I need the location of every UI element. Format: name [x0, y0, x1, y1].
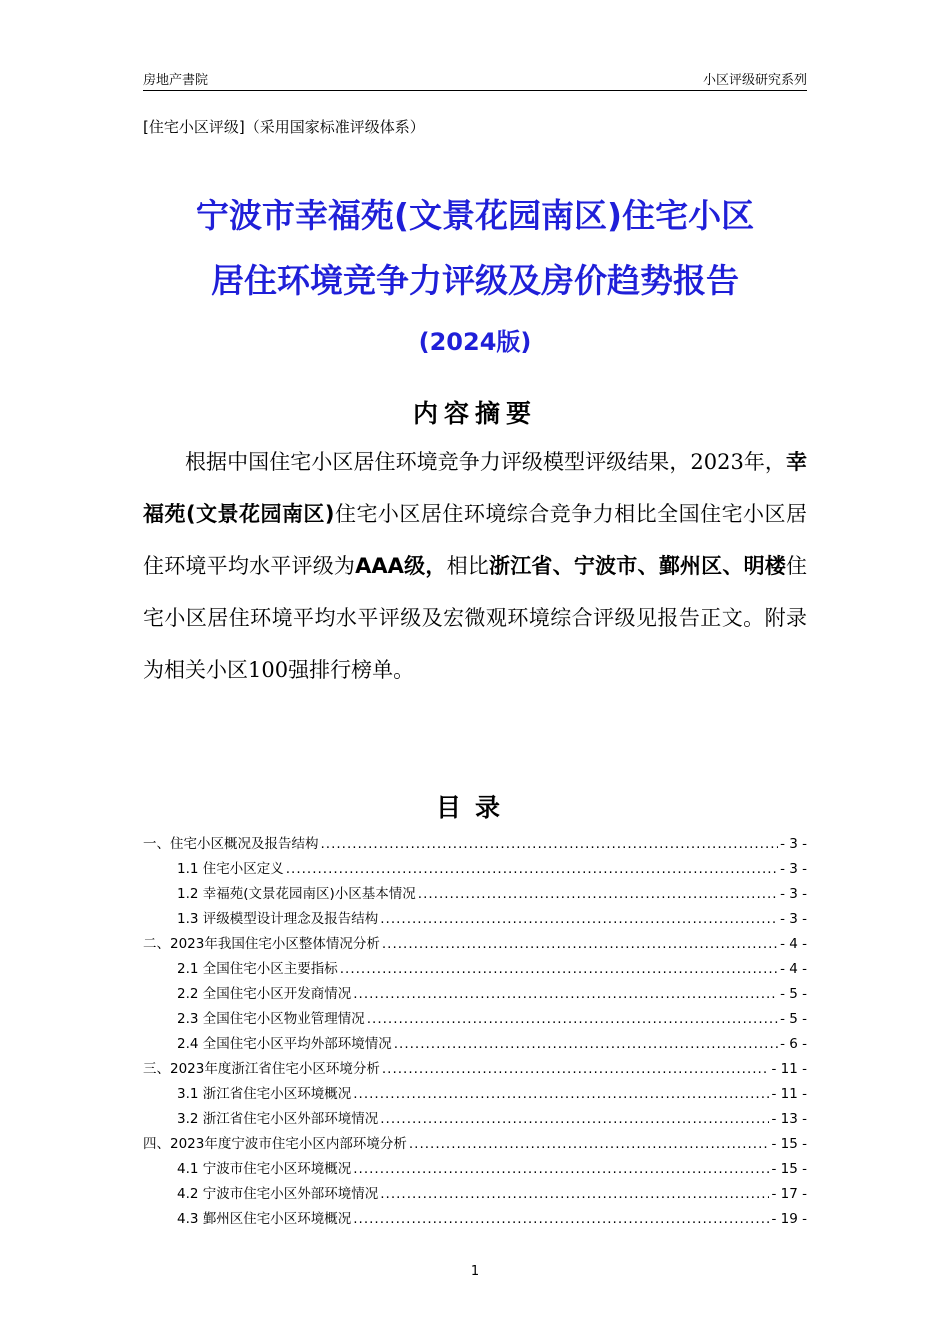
abstract-rating: AAA级， — [355, 554, 447, 578]
toc-entry-page: - 6 - — [780, 1036, 807, 1052]
abstract-text-1: 根据中国住宅小区居住环境竞争力评级模型评级结果，2023年， — [185, 450, 786, 474]
toc-entry-label: 1.3 评级模型设计理念及报告结构 — [177, 911, 379, 927]
toc-entry-label: 4.1 宁波市住宅小区环境概况 — [177, 1161, 352, 1177]
toc-leader-dots — [340, 961, 778, 977]
toc-leader-dots — [321, 836, 779, 852]
toc-entry[interactable] — [143, 1182, 807, 1207]
toc-entry-label: 1.2 幸福苑(文景花园南区)小区基本情况 — [177, 886, 416, 902]
toc-leader-dots — [382, 936, 778, 952]
toc-entry-label: 1.1 住宅小区定义 — [177, 861, 284, 877]
toc-leader-dots — [409, 1136, 770, 1152]
toc-entry-page: - 4 - — [780, 961, 807, 977]
toc-leader-dots — [380, 1186, 769, 1202]
toc-leader-dots — [353, 1161, 769, 1177]
toc-entry-page: - 15 - — [771, 1161, 807, 1177]
toc-leader-dots — [353, 1086, 769, 1102]
header-publisher: 房地产書院 — [143, 73, 209, 88]
toc-entry-page: - 3 - — [780, 911, 807, 927]
toc-entry-page: - 5 - — [780, 1011, 807, 1027]
table-of-contents — [143, 832, 807, 1232]
toc-leader-dots — [380, 911, 778, 927]
toc-entry-page: - 11 - — [771, 1086, 807, 1102]
toc-leader-dots — [286, 861, 778, 877]
toc-entry-page: - 3 - — [780, 861, 807, 877]
toc-leader-dots — [382, 1061, 770, 1077]
abstract-text-3: 相比 — [446, 554, 489, 578]
report-title-line2: 居住环境竞争力评级及房价趋势报告 — [211, 261, 739, 300]
toc-entry-page: - 3 - — [780, 836, 807, 852]
toc-entry[interactable] — [143, 1057, 807, 1082]
report-edition: (2024版) — [418, 328, 532, 356]
toc-entry-label: 三、2023年度浙江省住宅小区环境分析 — [143, 1061, 380, 1077]
toc-entry-page: - 19 - — [771, 1211, 807, 1227]
toc-entry[interactable] — [143, 832, 807, 857]
toc-entry[interactable] — [143, 1207, 807, 1232]
page-header — [143, 66, 807, 91]
header-series: 小区评级研究系列 — [702, 73, 807, 88]
abstract-heading: 内容摘要 — [412, 399, 537, 428]
toc-entry[interactable] — [143, 982, 807, 1007]
toc-entry-page: - 17 - — [771, 1186, 807, 1202]
toc-entry-page: - 4 - — [780, 936, 807, 952]
toc-entry[interactable] — [143, 1157, 807, 1182]
abstract-text-2: 住宅小区居住环境综合竞争力相比全国住宅小区居住环境平均水平评级为 — [143, 502, 807, 578]
toc-entry[interactable] — [143, 1007, 807, 1032]
toc-leader-dots — [418, 886, 778, 902]
toc-entry[interactable] — [143, 857, 807, 882]
toc-entry-label: 一、住宅小区概况及报告结构 — [143, 836, 319, 852]
toc-entry[interactable] — [143, 907, 807, 932]
toc-entry-label: 二、2023年我国住宅小区整体情况分析 — [143, 936, 380, 952]
toc-entry-label: 4.2 宁波市住宅小区外部环境情况 — [177, 1186, 379, 1202]
toc-entry-page: - 11 - — [771, 1061, 807, 1077]
toc-entry[interactable] — [143, 932, 807, 957]
toc-leader-dots — [380, 1111, 769, 1127]
abstract-paragraph — [143, 436, 807, 696]
toc-entry-label: 2.2 全国住宅小区开发商情况 — [177, 986, 352, 1002]
abstract-text-4: 住宅小区居住环境平均水平评级及宏微观环境综合评级见报告正文。附录为相关小区100强排行榜单。 — [143, 554, 808, 682]
toc-entry-label: 2.3 全国住宅小区物业管理情况 — [177, 1011, 365, 1027]
report-tag: [住宅小区评级]（采用国家标准评级体系） — [143, 118, 425, 136]
toc-entry-page: - 13 - — [771, 1111, 807, 1127]
toc-entry[interactable] — [143, 1107, 807, 1132]
toc-entry[interactable] — [143, 1082, 807, 1107]
toc-entry-page: - 5 - — [780, 986, 807, 1002]
toc-entry-label: 4.3 鄞州区住宅小区环境概况 — [177, 1211, 352, 1227]
page-number: 1 — [470, 1264, 480, 1279]
toc-entry-label: 四、2023年度宁波市住宅小区内部环境分析 — [143, 1136, 407, 1152]
toc-entry-page: - 15 - — [771, 1136, 807, 1152]
toc-leader-dots — [353, 986, 778, 1002]
report-title-line1: 宁波市幸福苑(文景花园南区)住宅小区 — [195, 196, 755, 235]
toc-leader-dots — [394, 1036, 778, 1052]
toc-entry-page: - 3 - — [780, 886, 807, 902]
toc-entry[interactable] — [143, 1132, 807, 1157]
toc-leader-dots — [353, 1211, 769, 1227]
toc-entry-label: 3.2 浙江省住宅小区外部环境情况 — [177, 1111, 379, 1127]
abstract-community-name: 幸福苑(文景花园南区) — [143, 450, 807, 526]
toc-entry[interactable] — [143, 1032, 807, 1057]
toc-entry-label: 2.1 全国住宅小区主要指标 — [177, 961, 338, 977]
toc-entry[interactable] — [143, 957, 807, 982]
toc-entry-label: 2.4 全国住宅小区平均外部环境情况 — [177, 1036, 392, 1052]
toc-entry-label: 3.1 浙江省住宅小区环境概况 — [177, 1086, 352, 1102]
toc-heading: 目录 — [435, 793, 514, 822]
toc-entry[interactable] — [143, 882, 807, 907]
toc-leader-dots — [367, 1011, 778, 1027]
abstract-regions: 浙江省、宁波市、鄞州区、明楼 — [489, 554, 787, 578]
